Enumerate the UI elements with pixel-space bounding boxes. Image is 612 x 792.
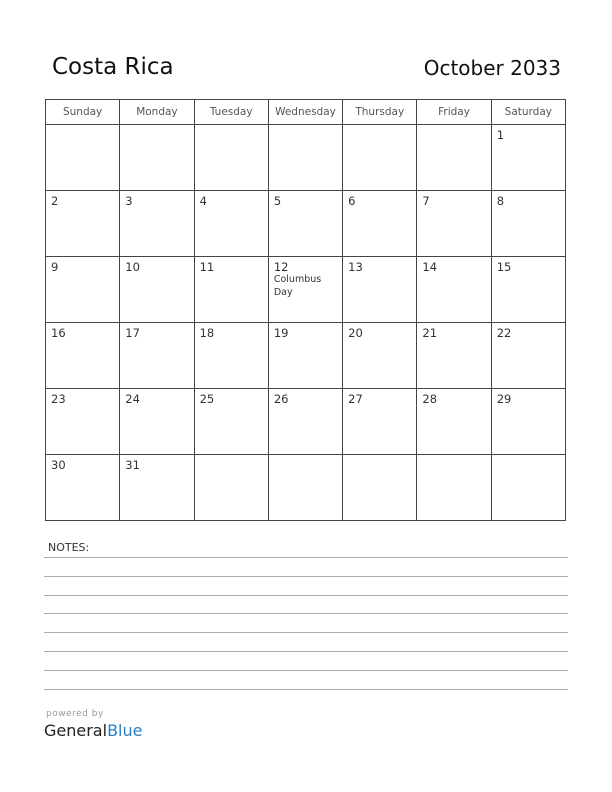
- day-number: 4: [199, 194, 207, 208]
- notes-line: [44, 689, 568, 690]
- day-number: 30: [51, 458, 66, 472]
- notes-line: [44, 651, 568, 652]
- day-cell[interactable]: [268, 455, 342, 521]
- day-cell[interactable]: [194, 125, 268, 191]
- day-cell[interactable]: [194, 323, 268, 389]
- week-row: [46, 191, 566, 257]
- day-cell[interactable]: [268, 125, 342, 191]
- day-number: [120, 125, 193, 129]
- week-row: [46, 455, 566, 521]
- day-cell[interactable]: [491, 389, 565, 455]
- notes-line: [44, 576, 568, 577]
- day-cell[interactable]: [268, 389, 342, 455]
- day-number: 8: [496, 194, 505, 208]
- calendar-grid: [45, 99, 566, 521]
- day-cell[interactable]: [120, 191, 194, 257]
- day-cell[interactable]: [194, 389, 268, 455]
- day-number: 14: [422, 260, 438, 274]
- day-number: 25: [199, 392, 215, 406]
- day-number: 31: [125, 458, 140, 472]
- weekday-wednesday: Wednesday: [268, 100, 342, 125]
- day-cell[interactable]: [343, 191, 417, 257]
- country-title: Costa Rica: [52, 54, 174, 80]
- day-cell[interactable]: [46, 389, 120, 455]
- day-number: 10: [125, 260, 140, 274]
- day-number: 6: [348, 194, 356, 208]
- day-number: [46, 125, 119, 129]
- weekday-tuesday: Tuesday: [194, 100, 268, 125]
- day-cell[interactable]: [194, 257, 268, 323]
- day-cell[interactable]: [46, 257, 120, 323]
- day-cell[interactable]: [46, 191, 120, 257]
- notes-line: [44, 595, 568, 596]
- day-number: 23: [51, 392, 66, 406]
- day-number: 16: [51, 326, 66, 340]
- day-cell[interactable]: [343, 257, 417, 323]
- day-cell[interactable]: [417, 257, 491, 323]
- day-cell[interactable]: [343, 323, 417, 389]
- day-number: 5: [273, 194, 282, 208]
- day-number: 13: [348, 260, 363, 274]
- day-cell[interactable]: [343, 455, 417, 521]
- day-number: 24: [125, 392, 140, 406]
- day-cell[interactable]: [194, 191, 268, 257]
- day-cell[interactable]: [417, 389, 491, 455]
- day-number: [417, 455, 490, 459]
- day-number: [343, 125, 416, 129]
- weekday-monday: Monday: [120, 100, 194, 125]
- day-cell[interactable]: [46, 323, 120, 389]
- day-cell[interactable]: [120, 125, 194, 191]
- day-number: 11: [199, 260, 215, 274]
- day-number: 15: [496, 260, 512, 274]
- week-row: [46, 323, 566, 389]
- day-cell[interactable]: [417, 323, 491, 389]
- day-cell[interactable]: [120, 455, 194, 521]
- day-cell[interactable]: [491, 191, 565, 257]
- day-number: 2: [51, 194, 59, 208]
- day-number: [343, 455, 416, 459]
- day-cell[interactable]: [120, 323, 194, 389]
- day-cell[interactable]: [491, 125, 565, 191]
- day-cell[interactable]: [417, 191, 491, 257]
- day-number: 22: [496, 326, 512, 340]
- day-number: 21: [422, 326, 438, 340]
- notes-line: [44, 613, 568, 614]
- day-cell[interactable]: [268, 323, 342, 389]
- day-cell[interactable]: [343, 389, 417, 455]
- day-cell[interactable]: [343, 125, 417, 191]
- holiday-label: Columbus Day: [273, 274, 322, 298]
- day-cell[interactable]: [417, 455, 491, 521]
- notes-line: [44, 670, 568, 671]
- day-number: 3: [125, 194, 133, 208]
- notes-line: [44, 557, 568, 558]
- day-cell[interactable]: [194, 455, 268, 521]
- month-year-title: October 2033: [423, 56, 561, 80]
- day-cell[interactable]: [120, 389, 194, 455]
- day-number: 12: [273, 260, 289, 274]
- day-number: 27: [348, 392, 363, 406]
- day-cell[interactable]: [120, 257, 194, 323]
- week-row: [46, 125, 566, 191]
- day-cell[interactable]: [491, 455, 565, 521]
- day-number: 28: [422, 392, 438, 406]
- day-cell[interactable]: [46, 125, 120, 191]
- notes-line: [44, 632, 568, 633]
- day-number: [417, 125, 490, 129]
- day-cell[interactable]: [417, 125, 491, 191]
- logo-blue: Blue: [107, 721, 143, 740]
- weekday-saturday: Saturday: [491, 100, 565, 125]
- day-cell[interactable]: [268, 191, 342, 257]
- day-cell[interactable]: [46, 455, 120, 521]
- day-cell[interactable]: [491, 257, 565, 323]
- day-number: [492, 455, 565, 459]
- day-number: 7: [422, 194, 430, 208]
- day-number: 1: [496, 128, 505, 142]
- weekday-friday: Friday: [417, 100, 491, 125]
- notes-label: NOTES:: [48, 541, 90, 554]
- powered-by-text: powered by: [46, 709, 104, 719]
- day-number: [195, 455, 268, 459]
- weekday-header-row: [46, 100, 566, 125]
- day-number: 9: [51, 260, 59, 274]
- day-cell[interactable]: [491, 323, 565, 389]
- day-number: [195, 125, 268, 129]
- day-number: [269, 455, 342, 459]
- week-row: [46, 257, 566, 323]
- weekday-thursday: Thursday: [343, 100, 417, 125]
- day-number: 19: [273, 326, 289, 340]
- day-number: 17: [125, 326, 140, 340]
- day-number: 26: [273, 392, 289, 406]
- generalblue-logo[interactable]: [44, 721, 142, 740]
- day-number: 20: [348, 326, 363, 340]
- weekday-sunday: Sunday: [46, 100, 120, 125]
- week-row: [46, 389, 566, 455]
- day-number: 29: [496, 392, 512, 406]
- day-cell[interactable]: [268, 257, 342, 323]
- logo-general: General: [44, 721, 108, 740]
- day-number: 18: [199, 326, 215, 340]
- day-number: [269, 125, 342, 129]
